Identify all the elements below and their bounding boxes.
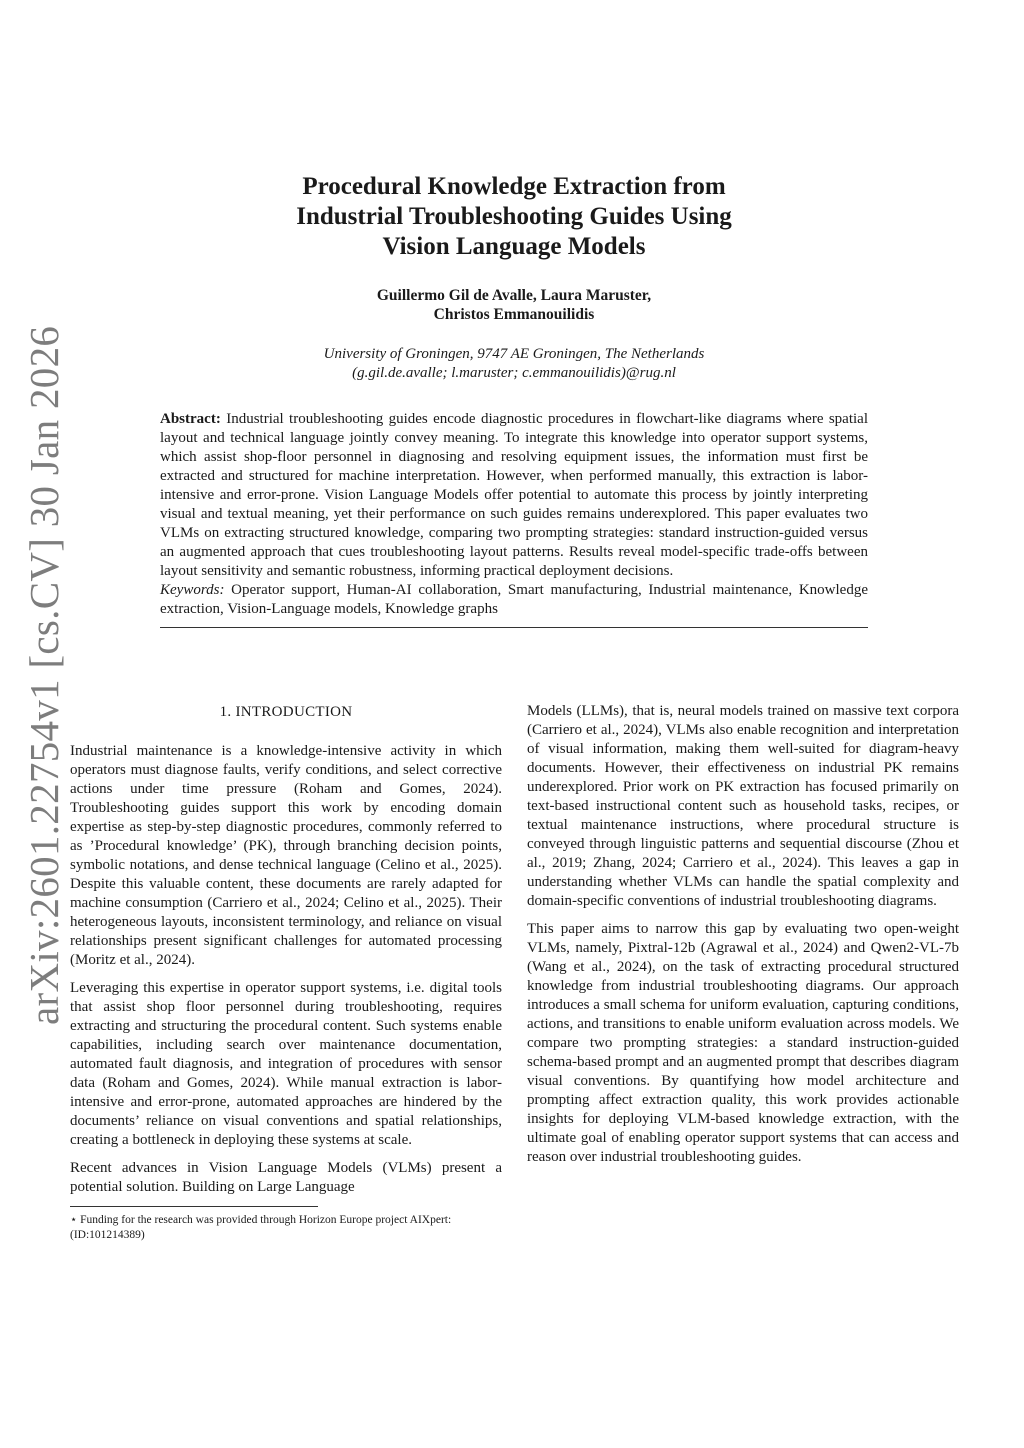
arxiv-identifier: arXiv:2601.22754v1 [cs.CV] 30 Jan 2026 (21, 325, 67, 1025)
left-column (70, 702, 502, 1243)
paper-title (160, 172, 868, 262)
title-line-1: Procedural Knowledge Extraction from (302, 173, 726, 200)
paragraph: Leveraging this expertise in operator support systems, i.e. digital tools that assist shop floor personnel during troubleshooting, requires extracting and structuring the procedural content. Such systems enable capabilities, including search over maintenance documentation, automated fault diagnosis, and integration of procedures with sensor data (Roham and Gomes, 2024). While manual extraction is labor-intensive and error-prone, automated approaches are hindered by the documents’ reliance on visual conventions and spatial relationships, creating a bottleneck in deploying these systems at scale. (70, 980, 502, 1148)
affiliation (160, 345, 868, 383)
keywords-label: Keywords: (160, 582, 225, 598)
paper-header (160, 172, 868, 383)
paragraph: Models (LLMs), that is, neural models trained on massive text corpora (Carriero et al., 2024), VLMs also enable recognition and interpretation of visual information, making them well-suited for diagram-heavy documents. However, their effectiveness on industrial PK remains underexplored. Prior work on PK extraction has focused primarily on text-based instructional content such as household tasks, recipes, or textual maintenance instructions, where procedural structure is conveyed through linguistic patterns and sequential discourse (Zhou et al., 2019; Zhang, 2024; Carriero et al., 2024). This leaves a gap in understanding whether VLMs can handle the spatial complexity and domain-specific conventions of industrial troubleshooting diagrams. (527, 703, 959, 909)
funding-footnote: ⋆ Funding for the research was provided through Horizon Europe project AIXpert: (ID:101214389) (70, 1214, 452, 1241)
affiliation-emails: (g.gil.de.avalle; l.maruster; c.emmanouilidis)@rug.nl (352, 365, 676, 381)
abstract-section (160, 410, 868, 628)
keywords (160, 581, 868, 619)
abstract (160, 410, 868, 581)
title-line-3: Vision Language Models (382, 233, 646, 260)
paragraph: This paper aims to narrow this gap by evaluating two open-weight VLMs, namely, Pixtral-12b (Agrawal et al., 2024) and Qwen2-VL-7b (Wang et al., 2024), on the task of extracting procedural structured knowledge from industrial troubleshooting diagrams. Our approach introduces a small schema for uniform evaluation, capturing conditions, actions, and transitions to enable uniform evaluation across models. We compare two prompting strategies: a standard instruction-guided schema-based prompt and an augmented prompt that describes diagram visual conventions. By quantifying how model architecture and prompting affect extraction quality, this work provides actionable insights for deploying VLM-based knowledge extraction, with the ultimate goal of enabling operator support systems that can access and reason over industrial troubleshooting guides. (527, 921, 959, 1165)
affiliation-line-1: University of Groningen, 9747 AE Groningen, The Netherlands (323, 346, 705, 362)
section-heading-introduction: 1. INTRODUCTION (219, 704, 353, 720)
authors-line-1: Guillermo Gil de Avalle, Laura Maruster, (376, 287, 652, 304)
keywords-text: Operator support, Human-AI collaboration, Smart manufacturing, Industrial maintenance, Knowledge extraction, Vision-Language models, Knowledge graphs (160, 582, 868, 617)
abstract-text: Industrial troubleshooting guides encode diagnostic procedures in flowchart-like diagrams where spatial layout and technical language jointly convey meaning. To integrate this knowledge into operator support systems, which assist shop-floor personnel in diagnosing and resolving equipment issues, the information must first be extracted and structured for machine interpretation. However, when performed manually, this extraction is labor-intensive and error-prone. Vision Language Models offer potential to automate this process by jointly interpreting visual and textual meaning, yet their performance on such guides remains underexplored. This paper evaluates two VLMs on extracting structured knowledge, comparing two prompting strategies: standard instruction-guided versus an augmented approach that cues troubleshooting layout patterns. Results reveal model-specific trade-offs between layout sensitivity and semantic robustness, informing practical deployment decisions. (160, 411, 869, 579)
paragraph: Industrial maintenance is a knowledge-intensive activity in which operators must diagnose faults, verify conditions, and select corrective actions under time pressure (Roham and Gomes, 2024). Troubleshooting guides support this work by encoding domain expertise as step-by-step diagnostic procedures, commonly referred to as ’Procedural knowledge’ (PK), through branching decision points, symbolic notations, and dense technical language (Celino et al., 2025). Despite this valuable content, these documents are rarely adapted for machine consumption (Carriero et al., 2024; Celino et al., 2025). Their heterogeneous layouts, inconsistent terminology, and reliance on visual relationships present significant challenges for automated processing (Moritz et al., 2024). (70, 743, 502, 968)
right-column (527, 702, 959, 1176)
footnote-divider (70, 1206, 318, 1207)
authors-line-2: Christos Emmanouilidis (433, 306, 595, 323)
abstract-label: Abstract: (160, 411, 221, 427)
title-line-2: Industrial Troubleshooting Guides Using (296, 203, 732, 230)
abstract-divider (160, 627, 868, 628)
author-list (160, 286, 868, 324)
paragraph: Recent advances in Vision Language Models (VLMs) present a potential solution. Building on Large Language (70, 1160, 502, 1195)
